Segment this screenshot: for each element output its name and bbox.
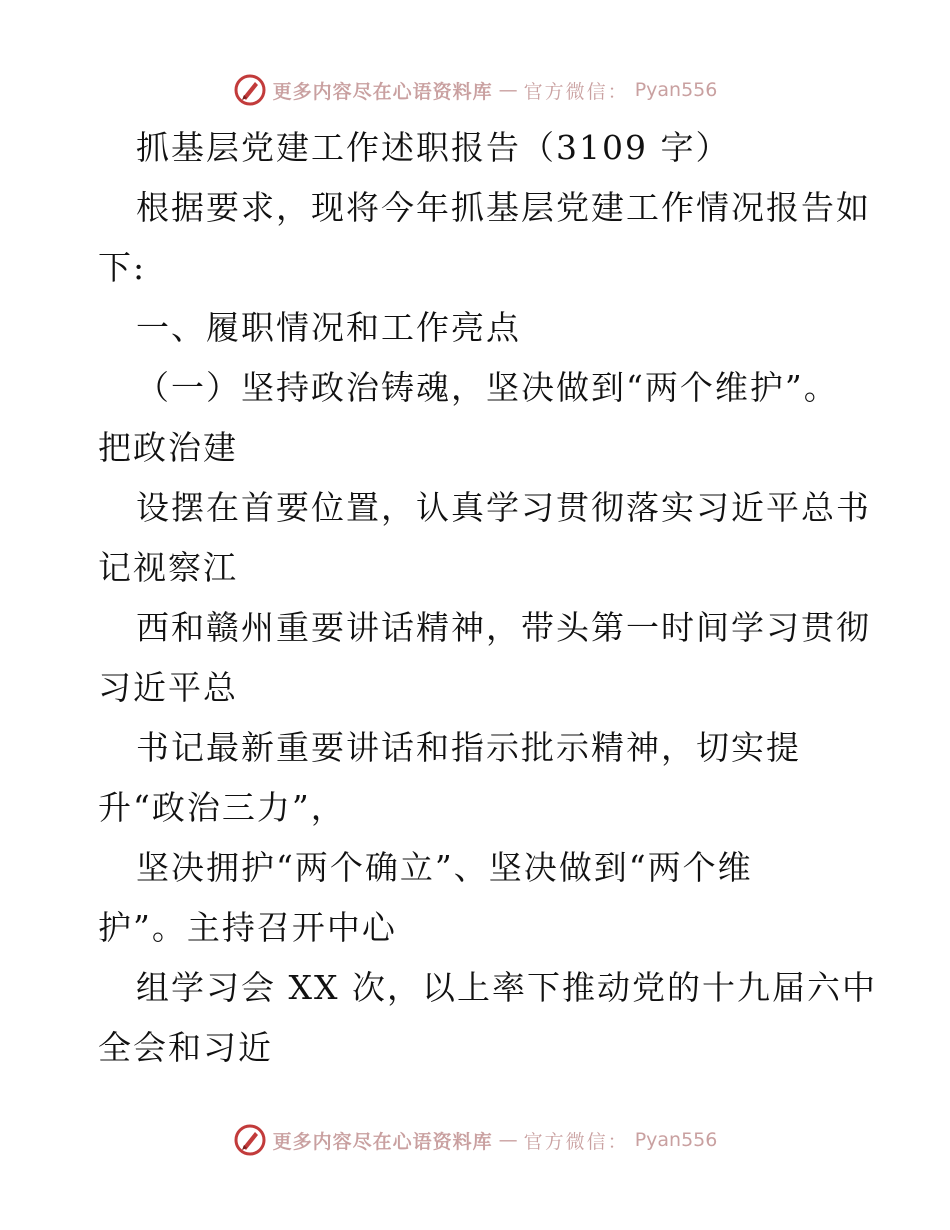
document-line: 护”。主持召开中心 xyxy=(98,908,397,947)
footer-wechat-id: Pyan556 xyxy=(634,1129,718,1151)
document-line: 习近平总 xyxy=(98,668,238,707)
document-line: 抓基层党建工作述职报告（3109 字） xyxy=(136,128,731,167)
document-line: （一）坚持政治铸魂，坚决做到“两个维护”。 xyxy=(136,368,839,407)
footer-site-text: 更多内容尽在心语资料库 xyxy=(272,1130,493,1153)
document-line: 升“政治三力”， xyxy=(98,788,346,827)
footer-wechat-label: 官方微信： xyxy=(523,1130,629,1153)
document-line: 下: xyxy=(98,248,147,287)
footer-separator: — xyxy=(498,1129,518,1151)
document-line: 全会和习近 xyxy=(98,1028,273,1067)
document-line: 组学习会 XX 次，以上率下推动党的十九届六中 xyxy=(136,968,877,1007)
document-line: 一、履职情况和工作亮点 xyxy=(136,308,521,347)
document-line: 坚决拥护“两个确立”、坚决做到“两个维 xyxy=(136,848,753,887)
header-wechat-label: 官方微信： xyxy=(523,80,629,103)
pen-seal-logo-icon xyxy=(233,73,267,107)
document-line: 根据要求，现将今年抓基层党建工作情况报告如 xyxy=(136,188,871,227)
document-line: 书记最新重要讲话和指示批示精神，切实提 xyxy=(136,728,801,767)
header-wechat-id: Pyan556 xyxy=(634,79,718,101)
document-line: 记视察江 xyxy=(98,548,238,587)
document-line: 设摆在首要位置，认真学习贯彻落实习近平总书 xyxy=(136,488,871,527)
footer-watermark-banner xyxy=(0,1120,950,1160)
header-site-text: 更多内容尽在心语资料库 xyxy=(272,80,493,103)
header-watermark-banner xyxy=(0,70,950,110)
document-line: 西和赣州重要讲话精神，带头第一时间学习贯彻 xyxy=(136,608,871,647)
document-line: 把政治建 xyxy=(98,428,238,467)
header-separator: — xyxy=(498,79,518,101)
document-body xyxy=(98,118,877,1078)
pen-seal-logo-icon xyxy=(233,1123,267,1157)
